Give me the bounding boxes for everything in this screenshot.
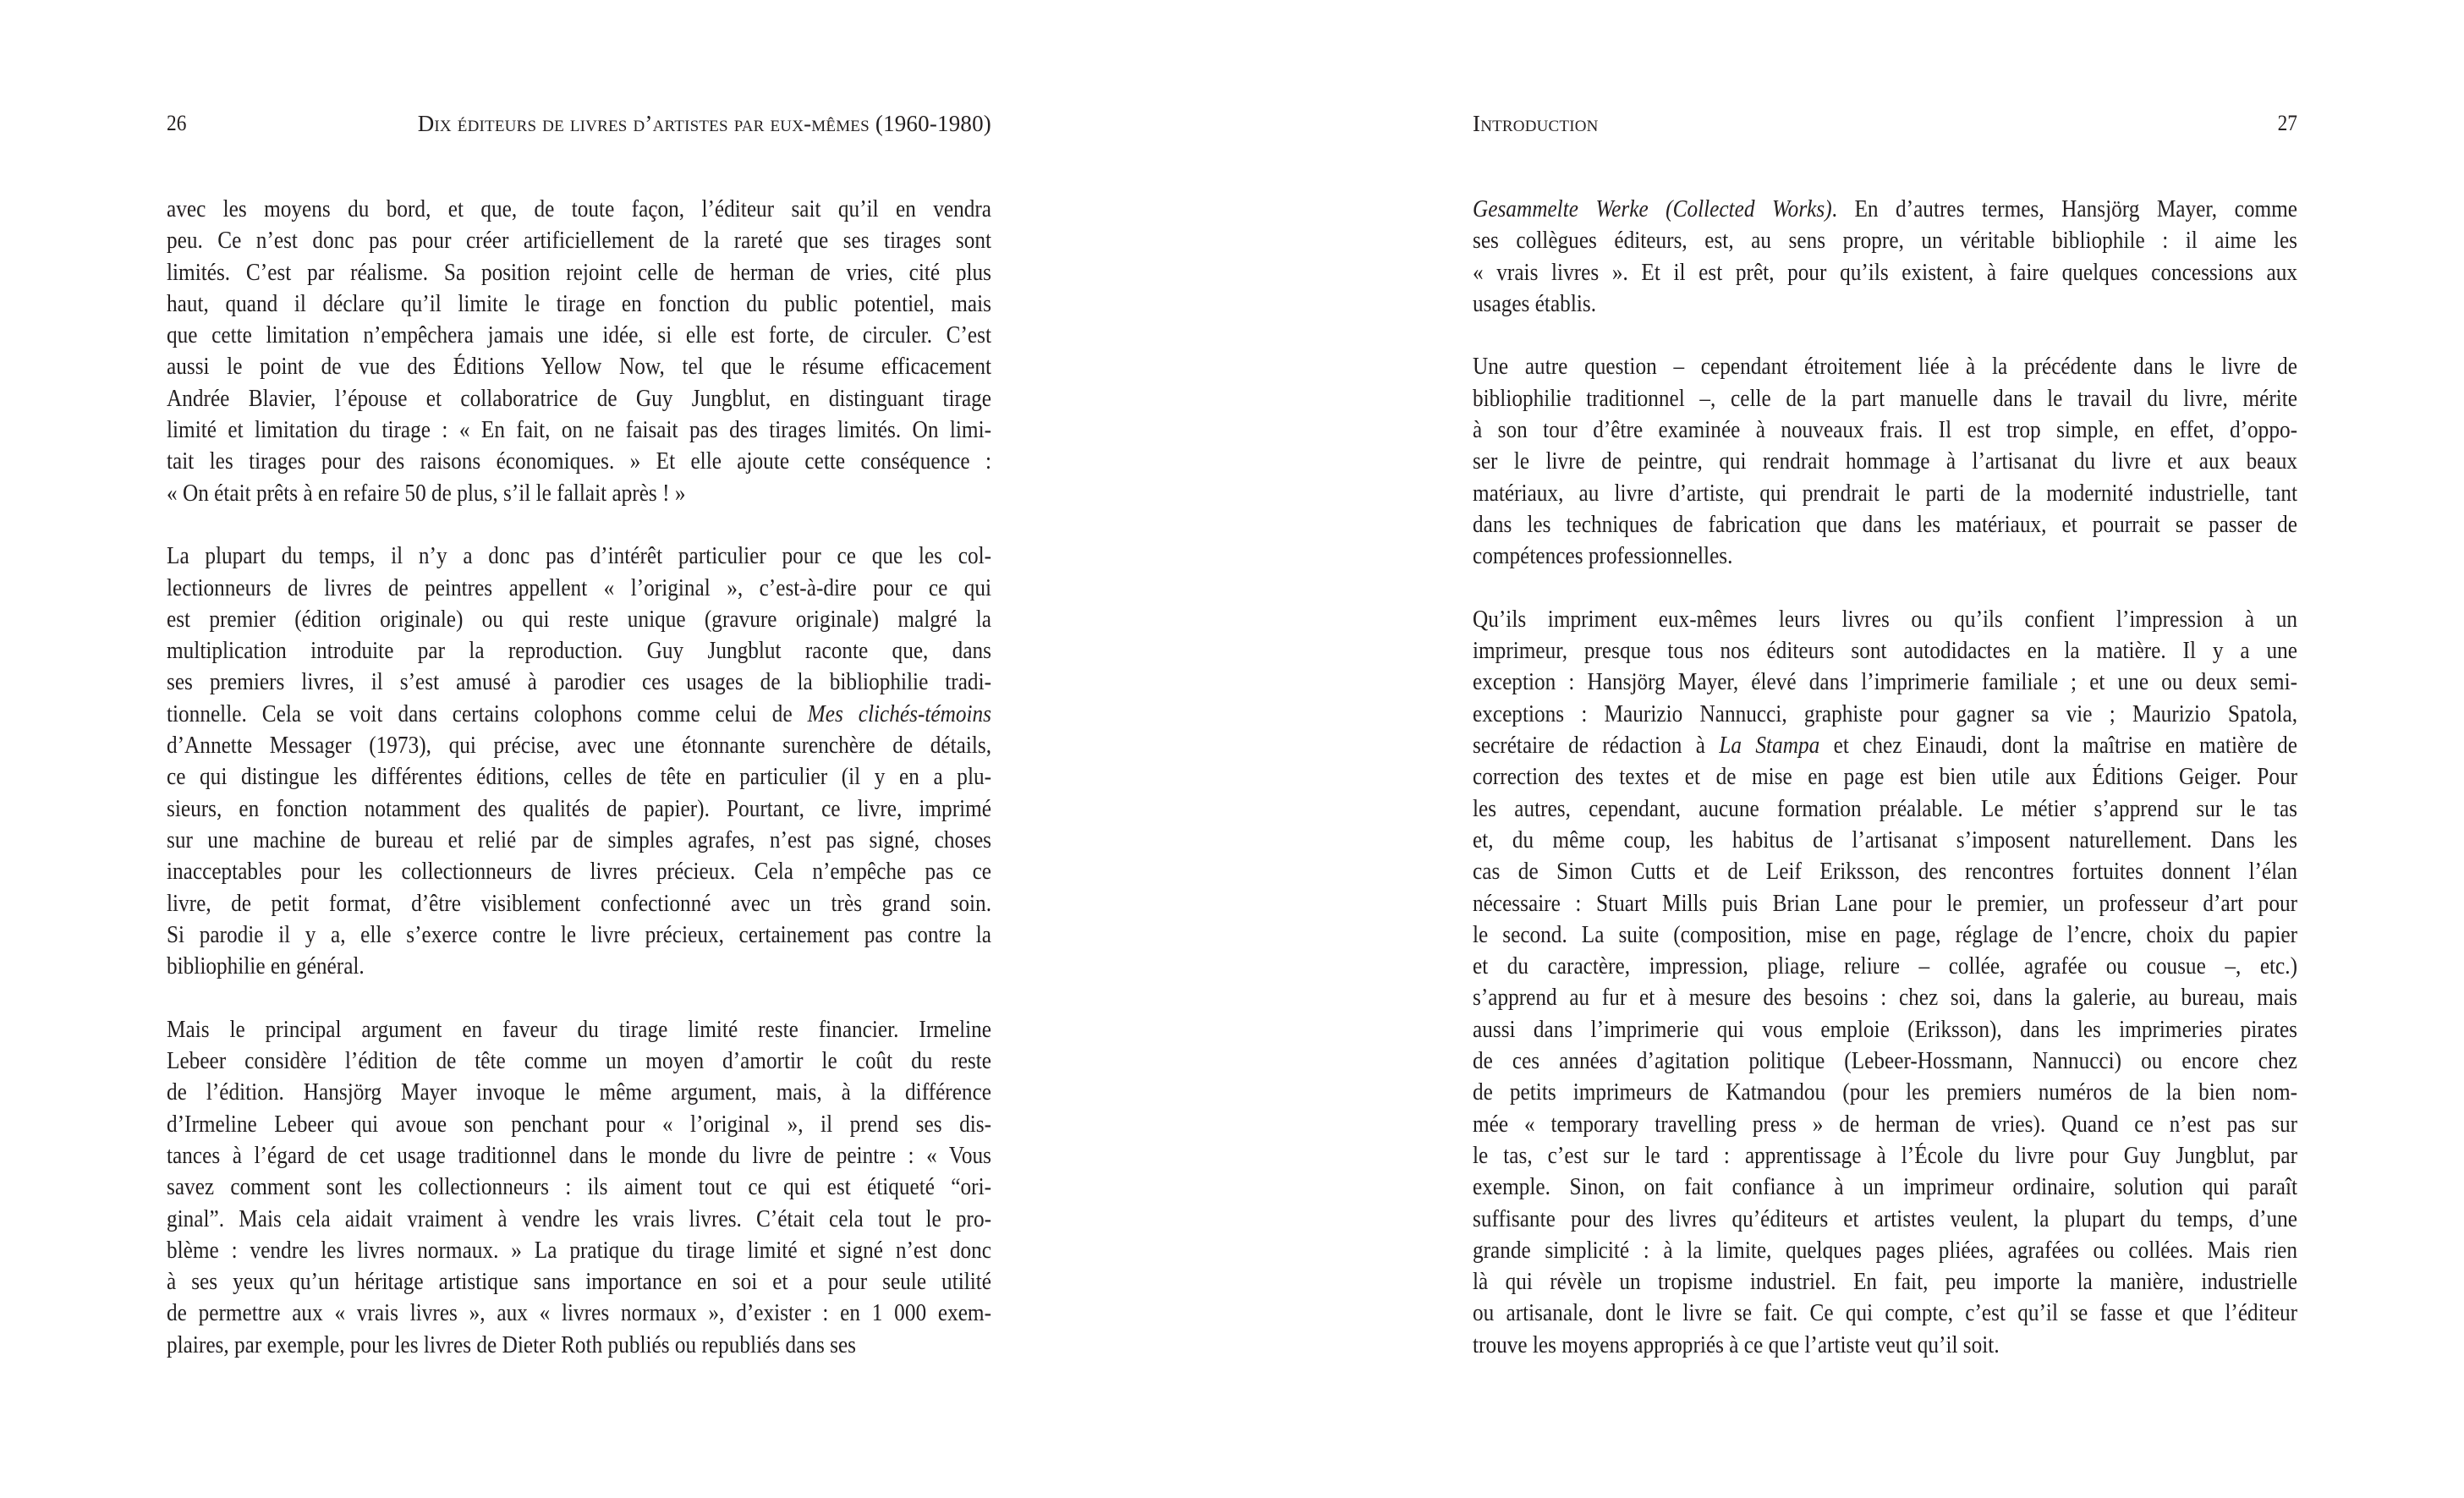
text-line: dans les techniques de fabrication que dans les matériaux, et pourrait se passer de [1473, 511, 2298, 538]
paragraph [1473, 351, 2297, 572]
text-line: Si parodie il y a, elle s’exerce contre le livre précieux, certainement pas contre la [167, 921, 992, 948]
text-line: secrétaire de rédaction à La Stampa et chez Einaudi, dont la maîtrise en matière de [1473, 733, 2298, 760]
text-line: Gesammelte Werke (Collected Works). En d’autres termes, Hansjörg Mayer, comme [1473, 196, 2298, 222]
paragraph-spacer [167, 982, 991, 1013]
text-line: et, du même coup, les habitus de l’artisanat s’imposent naturellement. Dans les [1473, 826, 2298, 853]
paragraph-spacer [1473, 573, 2297, 604]
text-line: exceptions : Maurizio Nannucci, graphiste pour gagner sa vie ; Maurizio Spatola, [1473, 700, 2298, 727]
text-line: là qui révèle un tropisme industriel. En fait, peu importe la manière, industrielle [1473, 1269, 2298, 1296]
text-line: à son tour d’être examinée à nouveaux frais. Il est trop simple, en effet, d’oppo- [1473, 417, 2298, 444]
right-page [1473, 0, 2297, 1498]
text-line: ser le livre de peintre, qui rendrait hommage à l’artisanat du livre et aux beaux [1473, 448, 2298, 475]
text-line: exemple. Sinon, on fait confiance à un imprimeur ordinaire, solution qui paraît [1473, 1174, 2298, 1201]
text-line: de petits imprimeurs de Katmandou (pour les premiers numéros de la bien nom- [1473, 1079, 2298, 1106]
text-line: d’Annette Messager (1973), qui précise, avec une étonnante surenchère de détails, [167, 733, 992, 760]
text-line: les autres, cependant, aucune formation préalable. Le métier s’apprend sur le tas [1473, 795, 2298, 822]
text-line: usages établis. [1473, 290, 1597, 317]
text-line: le tas, c’est sur le tard : apprentissage à l’École du livre pour Guy Jungblut, par [1473, 1142, 2298, 1169]
text-line: blème : vendre les livres normaux. » La pratique du tirage limité et signé n’est donc [167, 1237, 992, 1264]
text-line: multiplication introduite par la reproduction. Guy Jungblut raconte que, dans [167, 638, 992, 665]
italic-title: La Stampa [1719, 733, 1820, 760]
italic-title: Mes clichés-témoins [807, 700, 992, 727]
text-line: imprimeur, presque tous nos éditeurs sont autodidactes en la matière. Il y a une [1473, 638, 2298, 665]
text-line: trouve les moyens appropriés à ce que l’artiste veut qu’il soit. [1473, 1331, 2000, 1358]
text-line: le second. La suite (composition, mise en page, réglage de l’encre, choix du papier [1473, 921, 2298, 948]
text-line: tances à l’égard de cet usage traditionnel dans le monde du livre de peintre : « Vous [167, 1142, 992, 1169]
italic-title: Gesammelte Werke (Collected Works) [1473, 196, 1832, 222]
text-line: correction des textes et de mise en page est bien utile aux Éditions Geiger. Pour [1473, 764, 2298, 791]
body-text [167, 194, 991, 1361]
text-line: « vrais livres ». Et il est prêt, pour qu’ils existent, à faire quelques concessions aux [1473, 259, 2298, 286]
text-line: de ces années d’agitation politique (Lebeer-Hossmann, Nannucci) ou encore chez [1473, 1048, 2298, 1075]
paragraph [167, 194, 991, 509]
text-line: limités. C’est par réalisme. Sa position rejoint celle de herman de vries, cité plus [167, 259, 992, 286]
text-line: bibliophilie traditionnel –, celle de la part manuelle dans le travail du livre, mérite [1473, 385, 2298, 412]
text-line: avec les moyens du bord, et que, de toute façon, l’éditeur sait qu’il en vendra [167, 196, 992, 222]
text-line: est premier (édition originale) ou qui reste unique (gravure originale) malgré la [167, 606, 992, 633]
paragraph-spacer [167, 509, 991, 540]
text-line: grande simplicité : à la limite, quelques pages pliées, agrafées ou collées. Mais rien [1473, 1237, 2298, 1264]
text-line: peu. Ce n’est donc pas pour créer artificiellement de la rareté que ses tirages sont [167, 228, 992, 255]
body-text [1473, 194, 2297, 1361]
text-line: aussi le point de vue des Éditions Yellow Now, tel que le résume efficacement [167, 354, 992, 381]
text-line: ou artisanale, dont le livre se fait. Ce qui compte, c’est qu’il se fasse et que l’éditeur [1473, 1300, 2298, 1327]
text-line: ses premiers livres, il s’est amusé à parodier ces usages de la bibliophilie tradi- [167, 669, 992, 696]
text-line: tait les tirages pour des raisons économiques. » Et elle ajoute cette conséquence : [167, 448, 992, 475]
running-head-title: Introduction [1473, 111, 1599, 136]
text-line: matériaux, au livre d’artiste, qui prendrait le parti de la modernité industrielle, tant [1473, 480, 2298, 507]
text-line: « On était prêts à en refaire 50 de plus, s’il le fallait après ! » [167, 480, 686, 507]
text-line: Mais le principal argument en faveur du tirage limité reste financier. Irmeline [167, 1016, 992, 1043]
page-number: 27 [2277, 111, 2297, 135]
text-line: suffisante pour des livres qu’éditeurs et artistes veulent, la plupart du temps, d’une [1473, 1205, 2298, 1232]
text-line: savez comment sont les collectionneurs : ils aiment tout ce qui est étiqueté “ori- [167, 1174, 992, 1201]
text-line: d’Irmeline Lebeer qui avoue son penchant pour « l’original », il prend ses dis- [167, 1111, 992, 1138]
paragraph-spacer [1473, 320, 2297, 351]
text-line: Andrée Blavier, l’épouse et collaboratrice de Guy Jungblut, en distinguant tirage [167, 385, 992, 412]
paragraph [1473, 194, 2297, 320]
text-line: et du caractère, impression, pliage, reliure – collée, agrafée ou cousue –, etc.) [1473, 953, 2298, 980]
running-head-title: Dix éditeurs de livres d’artistes par eux-mêmes (1960-1980) [417, 111, 991, 136]
page-number: 26 [167, 111, 187, 135]
paragraph [167, 1014, 991, 1361]
text-line: Qu’ils impriment eux-mêmes leurs livres ou qu’ils confient l’impression à un [1473, 606, 2298, 633]
text-line: cas de Simon Cutts et de Leif Eriksson, des rencontres fortuites donnent l’élan [1473, 859, 2298, 886]
text-line: de permettre aux « vrais livres », aux « livres normaux », d’exister : en 1 000 exem- [167, 1300, 992, 1327]
text-line: livre, de petit format, d’être visiblement confectionné avec un très grand soin. [167, 890, 992, 917]
text-line: que cette limitation n’empêchera jamais une idée, si elle est forte, de circuler. C’est [167, 322, 992, 349]
paragraph [167, 540, 991, 982]
text-line: Une autre question – cependant étroitement liée à la précédente dans le livre de [1473, 354, 2298, 381]
text-line: limité et limitation du tirage : « En fait, on ne faisait pas des tirages limités. On limi- [167, 417, 992, 444]
text-line: bibliophilie en général. [167, 953, 365, 980]
text-line: aussi dans l’imprimerie qui vous emploie (Eriksson), dans les imprimeries pirates [1473, 1016, 2298, 1043]
text-line: compétences professionnelles. [1473, 543, 1733, 570]
text-line: inacceptables pour les collectionneurs de livres précieux. Cela n’empêche pas ce [167, 859, 992, 886]
text-line: sur une machine de bureau et relié par de simples agrafes, n’est pas signé, choses [167, 826, 992, 853]
text-line: lectionneurs de livres de peintres appellent « l’original », c’est-à-dire pour ce qui [167, 574, 992, 601]
text-line: plaires, par exemple, pour les livres de Dieter Roth publiés ou republiés dans ses [167, 1331, 857, 1358]
text-line: nécessaire : Stuart Mills puis Brian Lane pour le premier, un professeur d’art pour [1473, 890, 2298, 917]
text-line: sieurs, en fonction notamment des qualités de papier). Pourtant, ce livre, imprimé [167, 795, 992, 822]
text-line: ginal”. Mais cela aidait vraiment à vendre les vrais livres. C’était cela tout le pro- [167, 1205, 992, 1232]
running-head [167, 108, 991, 139]
running-head [1473, 108, 2297, 139]
text-line: exception : Hansjörg Mayer, élevé dans l’imprimerie familiale ; et une ou deux semi- [1473, 669, 2298, 696]
left-page [167, 0, 991, 1498]
text-line: de l’édition. Hansjörg Mayer invoque le même argument, mais, à la différence [167, 1079, 992, 1106]
text-line: tionnelle. Cela se voit dans certains colophons comme celui de Mes clichés-témoins [167, 700, 992, 727]
text-line: mée « temporary travelling press » de herman de vries). Quand ce n’est pas sur [1473, 1111, 2298, 1138]
text-line: La plupart du temps, il n’y a donc pas d’intérêt particulier pour ce que les col- [167, 543, 992, 570]
paragraph [1473, 604, 2297, 1361]
text-line: Lebeer considère l’édition de tête comme un moyen d’amortir le coût du reste [167, 1048, 992, 1075]
text-line: ce qui distingue les différentes éditions, celles de tête en particulier (il y en a plu- [167, 764, 992, 791]
text-line: s’apprend au fur et à mesure des besoins : chez soi, dans la galerie, au bureau, mais [1473, 985, 2298, 1012]
text-line: haut, quand il déclare qu’il limite le tirage en fonction du public potentiel, mais [167, 290, 992, 317]
text-line: à ses yeux qu’un héritage artistique sans importance en soi et a pour seule utilité [167, 1269, 992, 1296]
text-line: ses collègues éditeurs, est, au sens propre, un véritable bibliophile : il aime les [1473, 228, 2298, 255]
